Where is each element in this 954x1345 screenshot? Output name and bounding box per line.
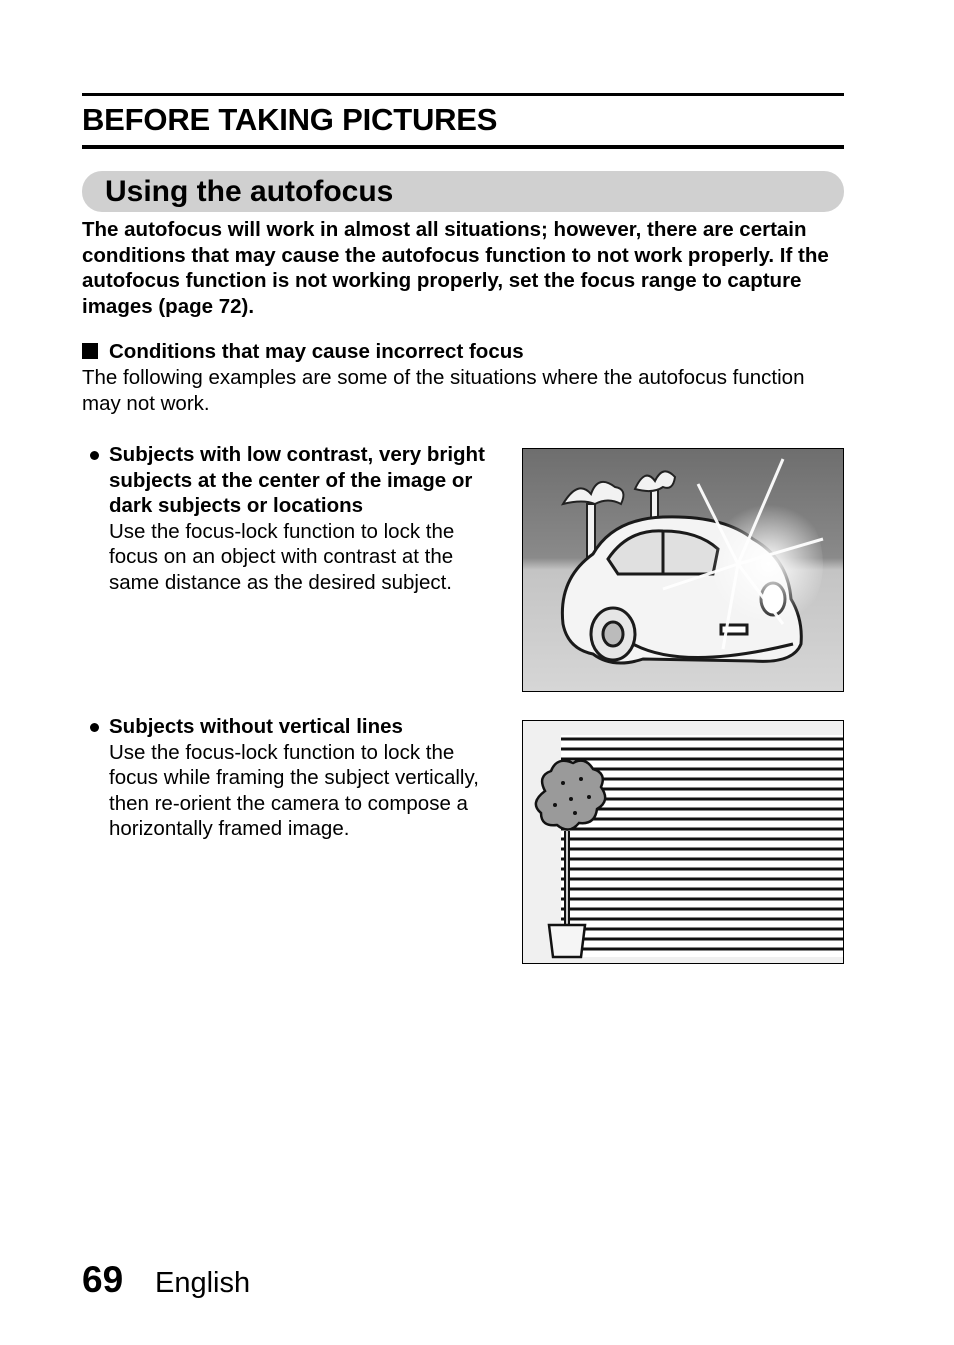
section-title: BEFORE TAKING PICTURES xyxy=(82,102,498,137)
example-title: Subjects with low contrast, very bright subjects at the center of the image or dark subjects or locations xyxy=(109,443,485,517)
header-bottom-rule xyxy=(82,145,844,149)
blinds-illustration xyxy=(522,720,844,964)
example-text: Use the focus-lock function to lock the focus on an object with contrast at the same distance as the desired subject. xyxy=(109,519,455,594)
conditions-heading-label: Conditions that may cause incorrect focus xyxy=(109,340,524,363)
car-glare-illustration xyxy=(522,448,844,692)
intro-paragraph: The autofocus will work in almost all situations; however, there are certain conditions that may cause the autofocus function to not work properly. If the autofocus function is not working properly, set the focus range to capture images (page 72). xyxy=(82,218,829,318)
conditions-description: The following examples are some of the situations where the autofocus function may not work. xyxy=(82,366,805,415)
example-item-no-vertical-lines xyxy=(88,714,498,842)
square-bullet-icon xyxy=(82,343,98,359)
page-language: English xyxy=(155,1267,251,1299)
header-top-rule xyxy=(82,93,844,96)
example-text: Use the focus-lock function to lock the focus while framing the subject vertically, then re-orient the camera to compose a horizontally framed image. xyxy=(109,740,479,840)
bullet-icon xyxy=(90,451,99,460)
page-number: 69 xyxy=(82,1259,124,1300)
conditions-heading xyxy=(82,339,524,364)
page-subtitle: Using the autofocus xyxy=(105,175,394,208)
example-title: Subjects without vertical lines xyxy=(109,715,403,738)
example-item-low-contrast xyxy=(88,442,498,595)
bullet-icon xyxy=(90,723,99,732)
